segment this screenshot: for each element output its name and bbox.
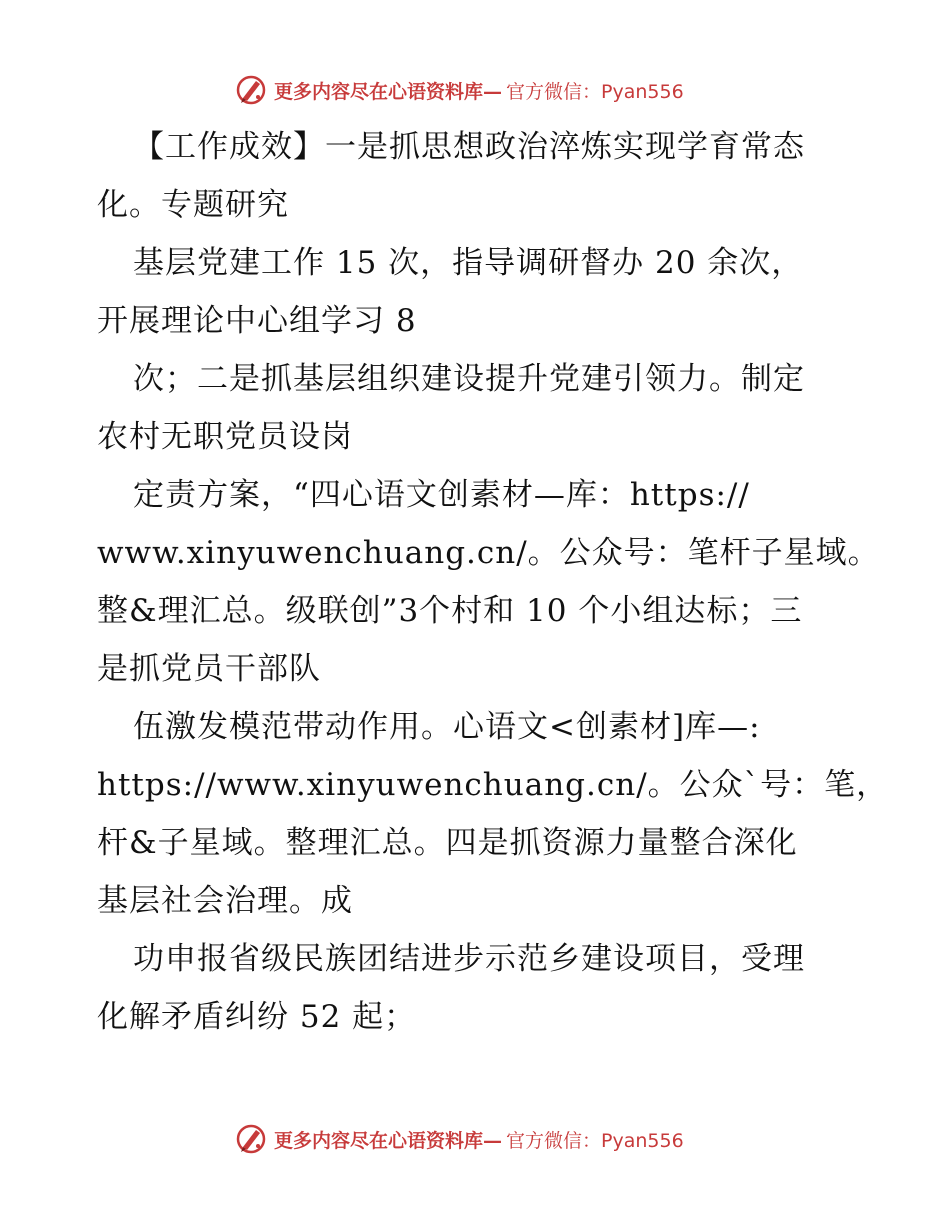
watermark-contact <box>506 1126 684 1153</box>
body-line: 基层党建工作 15 次，指导调研督办 20 余次， <box>133 245 804 281</box>
body-line: 基层社会治理。成 <box>97 883 353 919</box>
body-line: www.xinyuwenchuang.cn/。公众号：笔杆子星域。 <box>97 535 880 571</box>
footer-watermark <box>234 1121 684 1157</box>
watermark-contact-label: 官方微信： <box>506 80 602 103</box>
body-line: https://www.xinyuwenchuang.cn/。公众`号：笔， <box>97 767 889 803</box>
header-watermark <box>234 72 684 108</box>
body-line: 是抓党员干部队 <box>97 651 321 687</box>
body-line: 功申报省级民族团结进步示范乡建设项目，受理 <box>133 941 805 977</box>
body-line: 化。专题研究 <box>97 187 289 223</box>
pen-logo-icon <box>234 73 268 107</box>
body-line: 【工作成效】一是抓思想政治淬炼实现学育常态 <box>133 129 805 165</box>
body-line: 伍激发模范带动作用。心语文<创素材]库—: <box>133 709 761 745</box>
body-line: 次；二是抓基层组织建设提升党建引领力。制定 <box>133 361 805 397</box>
watermark-text: 更多内容尽在心语资料库— <box>274 1129 503 1152</box>
body-line: 定责方案，“四心语文创素材—库：https:// <box>133 477 750 513</box>
body-line: 整&理汇总。级联创”3个村和 10 个小组达标；三 <box>97 593 803 629</box>
body-line: 开展理论中心组学习 8 <box>97 303 417 339</box>
watermark-contact <box>506 77 684 104</box>
body-line: 农村无职党员设岗 <box>97 419 353 455</box>
pen-logo-icon <box>234 1122 268 1156</box>
body-line: 杆&子星域。整理汇总。四是抓资源力量整合深化 <box>97 825 798 861</box>
watermark-contact-id: Pyan556 <box>601 80 684 103</box>
watermark-contact-id: Pyan556 <box>601 1129 684 1152</box>
watermark-text: 更多内容尽在心语资料库— <box>274 80 503 103</box>
body-line: 化解矛盾纠纷 52 起； <box>97 999 417 1035</box>
watermark-contact-label: 官方微信： <box>506 1129 602 1152</box>
